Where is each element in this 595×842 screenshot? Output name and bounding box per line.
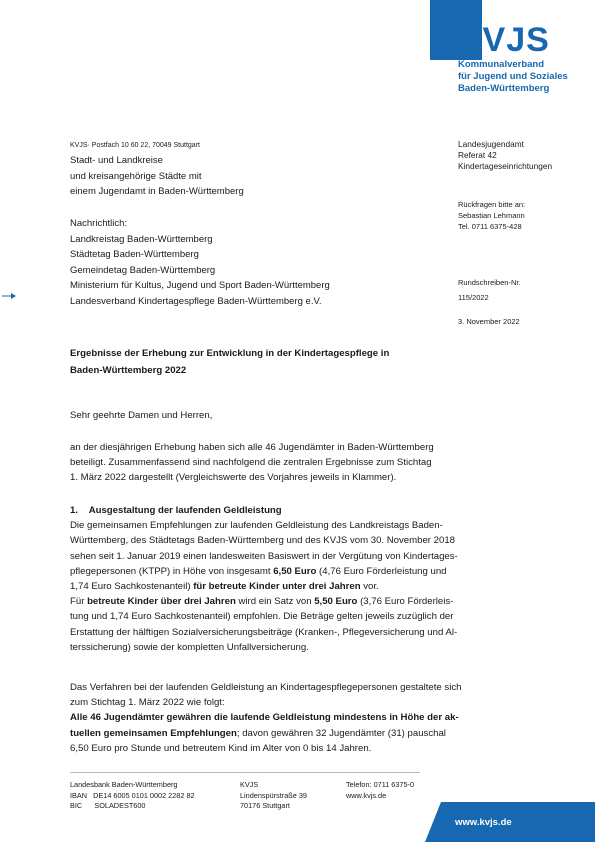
cc-line: Ministerium für Kultus, Jugend und Sport Baden-Württemberg	[70, 280, 330, 291]
section-line: Württemberg, des Städtetags Baden-Württemberg und des KVJS vom 30. November 2018	[70, 535, 456, 547]
section-line	[70, 579, 520, 594]
kvjs-logo	[425, 0, 595, 100]
text-run: Für	[70, 596, 88, 608]
phone: Telefon: 0711 6375-0	[346, 780, 415, 789]
sender-line: KVJS· Postfach 10 60 22, 70049 Stuttgart	[70, 142, 200, 149]
salutation: Sehr geehrte Damen und Herren,	[70, 410, 213, 421]
text-run-bold: betreute Kinder über drei Jahren	[87, 596, 236, 608]
text-run-bold: 6,50 Euro	[273, 565, 317, 577]
intro-paragraph	[70, 440, 510, 486]
paragraph-line: Alle 46 Jugendämter gewähren die laufende Geldleistung mindestens in Höhe der ak-	[70, 712, 459, 724]
bic-row	[70, 801, 195, 812]
cc-line: Städtetag Baden-Württemberg	[70, 249, 199, 260]
intro-line: beteiligt. Zusammenfassend sind nachfolgend die zentralen Ergebnisse zum Stichtag	[70, 457, 432, 469]
section-line	[70, 564, 520, 579]
cc-line: Nachrichtlich:	[70, 218, 128, 229]
department-block	[458, 139, 552, 172]
paragraph-line: 6,50 Euro pro Stunde und betreutem Kind im Alter von 0 bis 14 Jahren.	[70, 742, 372, 754]
section-title: Ausgestaltung der laufenden Geldleistung	[88, 505, 282, 516]
section-line: Die gemeinsamen Empfehlungen zur laufenden Geldleistung des Landkreistags Baden-	[70, 520, 443, 532]
logo-tagline-line: Baden-Württemberg	[458, 83, 550, 94]
text-run-bold: 5,50 Euro	[314, 596, 358, 608]
paragraph-line	[70, 726, 520, 741]
footer-address	[240, 780, 307, 812]
section-line: Erstattung der hälftigen Sozialversicherungsbeiträge (Kranken-, Pflegeversicherung und Al-	[70, 626, 458, 638]
department-line: Kindertageseinrichtungen	[458, 161, 553, 171]
department-line: Landesjugendamt	[458, 139, 524, 149]
paragraph-line: Das Verfahren bei der laufenden Geldleistung an Kindertagespflegepersonen gestaltete sich	[70, 682, 462, 693]
cc-block	[70, 216, 330, 309]
contact-name: Sebastian Lehmann	[458, 211, 525, 220]
section-1	[70, 503, 520, 655]
text-run: ; davon gewähren 32 Jugendämter (31) pauschal	[236, 727, 446, 739]
subject-line: Ergebnisse der Erhebung zur Entwicklung in der Kindertagespflege in	[70, 348, 390, 359]
footer-divider	[70, 772, 420, 773]
text-run: 1,74 Euro Sachkostenanteil)	[70, 581, 194, 593]
contact-block	[458, 199, 525, 232]
section-line: sehen seit 1. Januar 2019 einen landesweiten Basiswert in der Vergütung von Kindertages-	[70, 550, 458, 562]
logo-tagline-line: für Jugend und Soziales	[458, 71, 568, 82]
bank-name: Landesbank Baden-Württemberg	[70, 780, 178, 789]
text-run-bold: tuellen gemeinsamen Empfehlungen	[70, 727, 237, 739]
footer-contact	[346, 780, 414, 801]
text-run-bold: für betreute Kinder unter drei Jahren	[193, 581, 361, 593]
subject	[70, 345, 460, 379]
recipient-line: einem Jugendamt in Baden-Württemberg	[70, 186, 244, 197]
text-run: (3,76 Euro Förderleis-	[357, 596, 454, 608]
text-run: wird ein Satz von	[235, 596, 315, 608]
circular-label: Rundschreiben-Nr.	[458, 278, 521, 287]
website-banner[interactable]	[425, 802, 595, 842]
banner-notch	[425, 802, 441, 842]
recipient-block	[70, 153, 244, 200]
cc-line: Gemeindetag Baden-Württemberg	[70, 264, 216, 276]
street: Lindenspürstraße 39	[240, 790, 307, 800]
arrow-right-icon	[2, 291, 16, 301]
website-link[interactable]: www.kvjs.de	[346, 790, 387, 800]
bic-label: BIC	[70, 801, 83, 810]
circular-number: 115/2022	[458, 293, 489, 302]
footer-bank	[70, 780, 195, 812]
paragraph-line: zum Stichtag 1. März 2022 wie folgt:	[70, 697, 225, 709]
contact-phone: Tel. 0711 6375-428	[458, 222, 522, 231]
text-run: vor.	[360, 581, 379, 593]
procedure-paragraph	[70, 680, 520, 756]
city: 70176 Stuttgart	[240, 801, 290, 810]
website-banner-label: www.kvjs.de	[455, 817, 512, 828]
org-name: KVJS	[240, 780, 259, 789]
intro-line: 1. März 2022 dargestellt (Vergleichswerte des Vorjahres jeweils in Klammer).	[70, 472, 397, 484]
iban-label: IBAN	[70, 790, 88, 800]
recipient-line: und kreisangehörige Städte mit	[70, 170, 202, 182]
cc-line: Landesverband Kindertagespflege Baden-Württemberg e.V.	[70, 295, 322, 307]
section-line: tung und 1,74 Euro Sachkostenanteil) empfohlen. Die Beträge gelten jeweils zuzüglich der	[70, 611, 454, 623]
intro-line: an der diesjährigen Erhebung haben sich alle 46 Jugendämter in Baden-Württemberg	[70, 442, 434, 453]
section-line: terssicherung) sowie der kompletten Unfallversicherung.	[70, 641, 309, 653]
cc-line: Landkreistag Baden-Württemberg	[70, 233, 213, 245]
iban-row	[70, 791, 195, 802]
iban-value: DE14 6005 0101 0002 2282 82	[93, 790, 195, 800]
text-run: (4,76 Euro Förderleistung und	[316, 565, 447, 577]
text-run: pflegepersonen (KTPP) in Höhe von insgesamt	[70, 565, 274, 577]
section-line	[70, 594, 520, 609]
logo-tagline	[458, 59, 595, 95]
section-number: 1.	[70, 505, 79, 516]
section-heading	[70, 503, 520, 518]
letter-date: 3. November 2022	[458, 317, 520, 326]
bic-value: SOLADEST600	[94, 801, 146, 810]
logo-tagline-line: Kommunalverband	[458, 59, 545, 70]
logo-brand: KVJS	[457, 21, 550, 59]
contact-label: Rückfragen bitte an:	[458, 200, 526, 209]
recipient-line: Stadt- und Landkreise	[70, 155, 163, 166]
subject-line: Baden-Württemberg 2022	[70, 365, 187, 376]
department-line: Referat 42	[458, 150, 497, 160]
